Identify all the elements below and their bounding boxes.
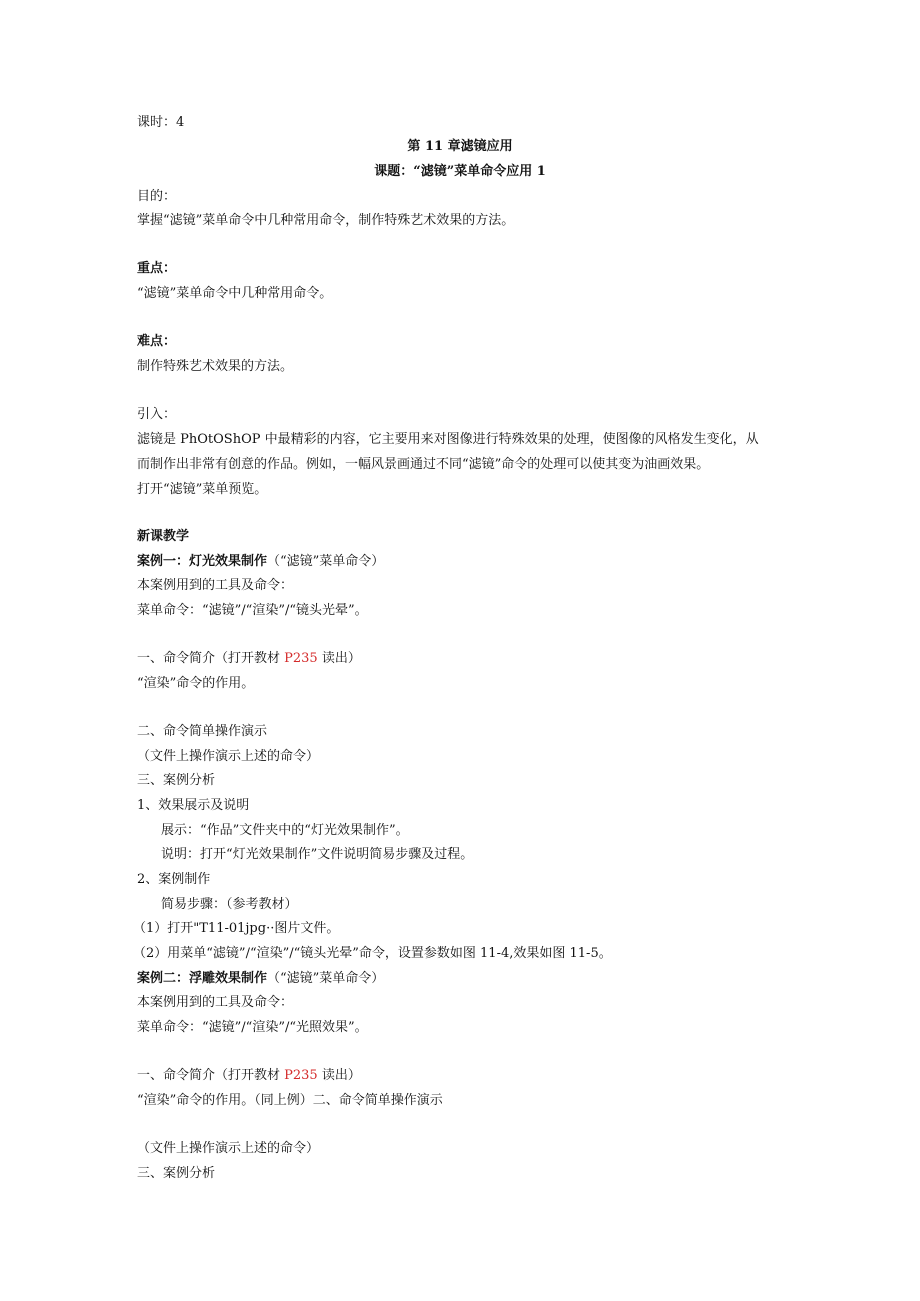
intro-line-3: 打开“滤镜”菜单预览。 — [137, 482, 268, 497]
case2-s1-text: “渲染”命令的作用。（同上例）二、命令简单操作演示 — [137, 1093, 443, 1108]
intro-label: 引入： — [137, 407, 177, 422]
difficulty-label: 难点： — [137, 334, 177, 349]
case1-s2-text: （文件上操作演示上述的命令） — [137, 749, 320, 764]
case1-title-suffix: （“滤镜”菜单命令） — [267, 554, 385, 569]
case1-s3-2-steps: 简易步骤：（参考教材） — [161, 897, 298, 912]
case1-menu: 菜单命令：“滤镜”/“渲染”/“镜头光晕”。 — [137, 603, 368, 618]
new-lesson-heading: 新课教学 — [137, 529, 190, 544]
intro-line-2: 而制作出非常有创意的作品。例如，一幅风景画通过不同“滤镜”命令的处理可以使其变为油画效果。 — [137, 457, 710, 472]
case2-section1 — [137, 1067, 361, 1085]
chapter-title: 第 11 章滤镜应用 — [407, 139, 513, 154]
case2-title: 案例二：浮雕效果制作 — [137, 971, 268, 986]
case1-s1-text: “渲染”命令的作用。 — [137, 676, 255, 691]
case1-section3: 三、案例分析 — [137, 773, 216, 788]
difficulty-text: 制作特殊艺术效果的方法。 — [137, 359, 294, 374]
objective-text: 掌握“滤镜”菜单命令中几种常用命令，制作特殊艺术效果的方法。 — [137, 213, 515, 228]
case2-s2-text: （文件上操作演示上述的命令） — [137, 1141, 320, 1156]
case1-s1-suffix: 读出） — [317, 651, 361, 666]
case2-title-suffix: （“滤镜”菜单命令） — [267, 971, 385, 986]
case2-s1-page: P235 — [284, 1068, 318, 1083]
case1-s3-2: 2、案例制作 — [137, 872, 211, 887]
case1-s3-1-show: 展示：“作品”文件夹中的“灯光效果制作”。 — [161, 823, 409, 838]
case1-heading — [137, 553, 384, 571]
case2-s1-prefix: 一、命令简介（打开教材 — [137, 1068, 285, 1083]
case1-section2: 二、命令简单操作演示 — [137, 724, 268, 739]
case1-section1 — [137, 650, 361, 668]
intro-line-1: 滤镜是 PhOtOShOP 中最精彩的内容，它主要用来对图像进行特殊效果的处理，使图像的风格发生变化，从 — [137, 432, 759, 447]
case1-tools: 本案例用到的工具及命令： — [137, 578, 294, 593]
class-hours: 课时：4 — [137, 115, 185, 130]
case1-step-2: （2）用菜单“滤镜”/“渲染”/“镜头光晕”命令，设置参数如图 11-4,效果如图 11-5。 — [133, 946, 612, 961]
case2-tools: 本案例用到的工具及命令： — [137, 995, 294, 1010]
focus-label: 重点： — [137, 261, 177, 276]
case1-s3-1: 1、效果展示及说明 — [137, 798, 250, 813]
lesson-topic: 课题：“滤镜”菜单命令应用 1 — [374, 164, 546, 179]
case1-s3-1-explain: 说明：打开“灯光效果制作”文件说明简易步骤及过程。 — [161, 847, 474, 862]
case2-s1-suffix: 读出） — [317, 1068, 361, 1083]
case1-title: 案例一：灯光效果制作 — [137, 554, 268, 569]
case1-step-1: （1）打开"T11-01jpg··图片文件。 — [133, 921, 340, 936]
objective-label: 目的： — [137, 189, 177, 204]
focus-text: “滤镜”菜单命令中几种常用命令。 — [137, 286, 333, 301]
case1-s1-prefix: 一、命令简介（打开教材 — [137, 651, 285, 666]
case2-section3: 三、案例分析 — [137, 1166, 216, 1181]
case1-s1-page: P235 — [284, 651, 318, 666]
case2-heading — [137, 970, 384, 988]
case2-menu: 菜单命令：“滤镜”/“渲染”/“光照效果”。 — [137, 1020, 368, 1035]
